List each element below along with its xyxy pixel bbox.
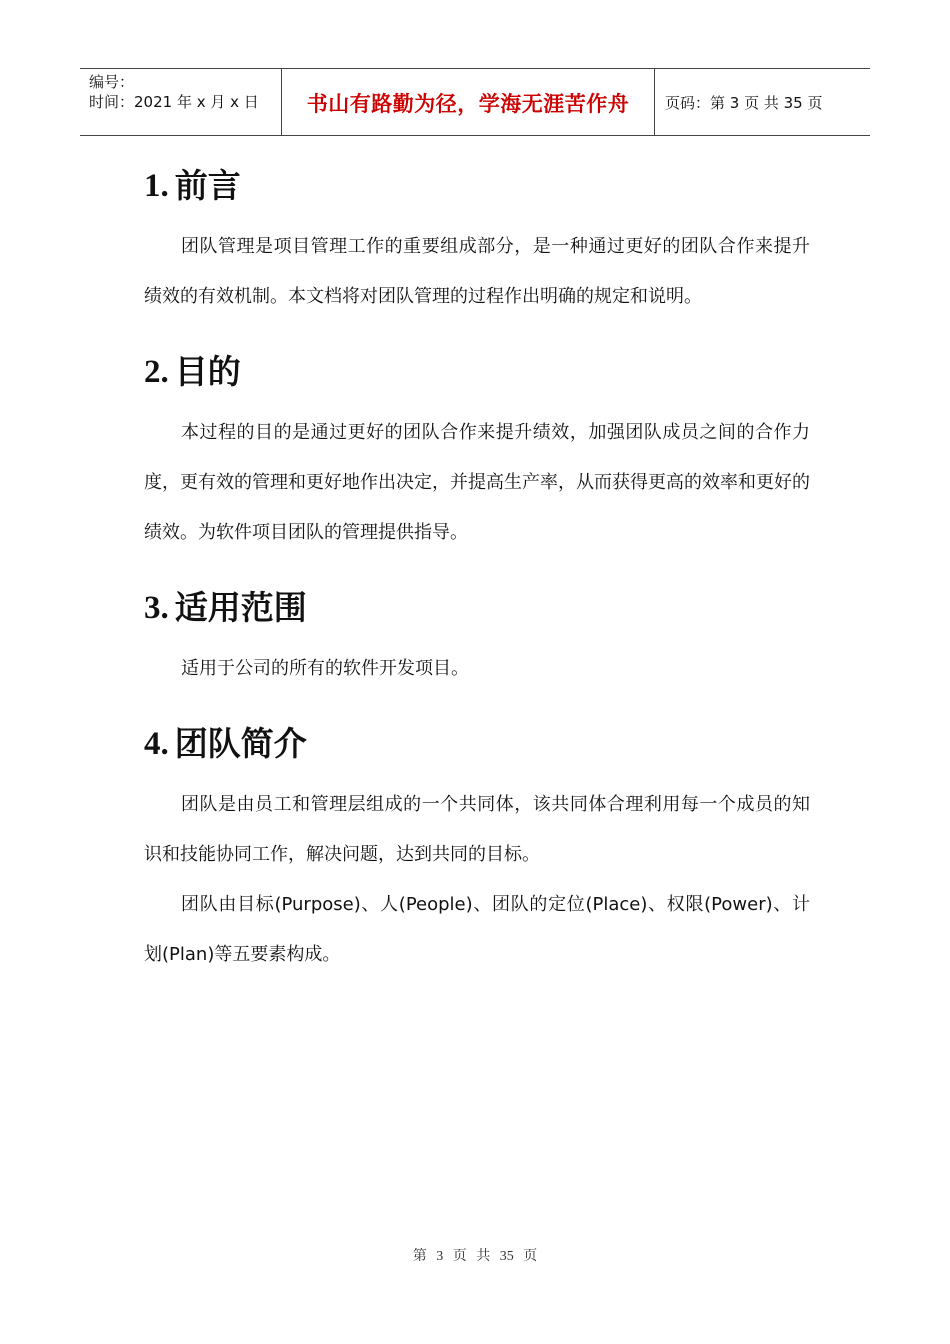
section-title: 目的 bbox=[174, 352, 241, 391]
header-motto: 书山有路勤为径，学海无涯苦作舟 bbox=[306, 92, 630, 116]
paragraph: 本过程的目的是通过更好的团队合作来提升绩效，加强团队成员之间的合作力度，更有效的管理和更好地作出决定，并提高生产率，从而获得更高的效率和更好的绩效。为软件项目团队的管理提供指导。 bbox=[144, 422, 810, 543]
section-title: 前言 bbox=[174, 166, 241, 205]
section-scope bbox=[144, 572, 810, 694]
section-heading bbox=[144, 572, 810, 644]
document-date-label: 时间：2021 年 x 月 x 日 bbox=[89, 93, 259, 111]
section-number: 2. bbox=[144, 354, 169, 390]
section-purpose bbox=[144, 336, 810, 558]
section-number: 3. bbox=[144, 590, 169, 626]
header-page-cell bbox=[655, 69, 870, 135]
paragraph: 团队管理是项目管理工作的重要组成部分，是一种通过更好的团队合作来提升绩效的有效机制。本文档将对团队管理的过程作出明确的规定和说明。 bbox=[144, 236, 810, 307]
section-heading bbox=[144, 150, 810, 222]
page-footer bbox=[0, 1245, 950, 1265]
section-heading bbox=[144, 708, 810, 780]
header-motto-cell bbox=[282, 69, 655, 135]
section-team-intro bbox=[144, 708, 810, 980]
document-body bbox=[144, 150, 810, 980]
section-heading bbox=[144, 336, 810, 408]
page-header bbox=[80, 68, 870, 136]
paragraph: 团队是由员工和管理层组成的一个共同体，该共同体合理利用每一个成员的知识和技能协同工作，解决问题，达到共同的目标。 bbox=[144, 794, 810, 865]
section-title: 适用范围 bbox=[174, 588, 307, 627]
paragraph: 团队由目标(Purpose)、人(People)、团队的定位(Place)、权限(Power)、计划(Plan)等五要素构成。 bbox=[144, 894, 810, 965]
paragraph: 适用于公司的所有的软件开发项目。 bbox=[181, 658, 469, 679]
footer-page-number: 第 3 页 共 35 页 bbox=[412, 1249, 538, 1264]
header-meta-cell bbox=[80, 69, 282, 135]
document-number-label: 编号： bbox=[89, 73, 135, 91]
section-title: 团队简介 bbox=[174, 724, 307, 763]
header-page-info: 页码：第 3 页 共 35 页 bbox=[665, 93, 823, 112]
section-number: 1. bbox=[144, 168, 169, 204]
section-preface bbox=[144, 150, 810, 322]
section-number: 4. bbox=[144, 726, 169, 762]
